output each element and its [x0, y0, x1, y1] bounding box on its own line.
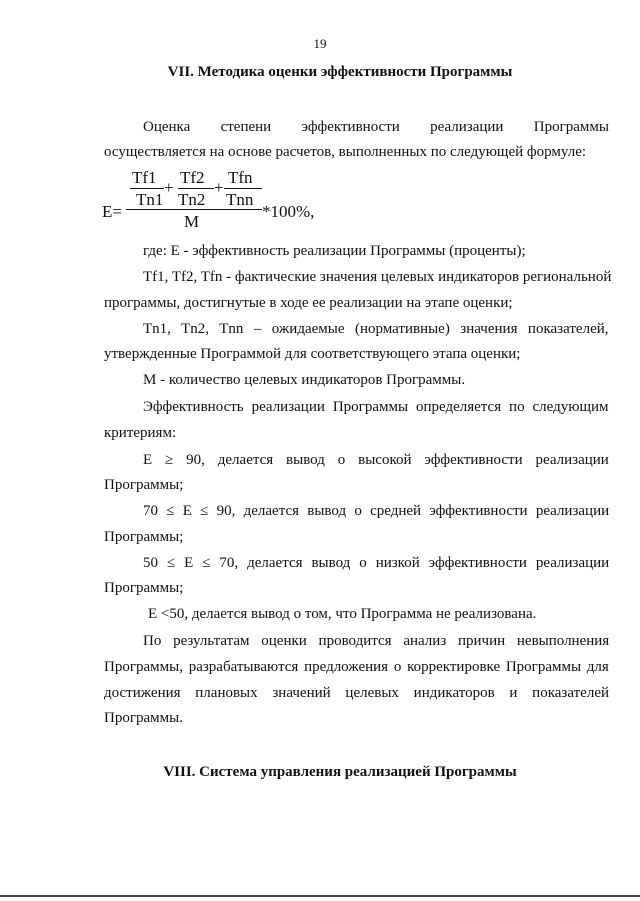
fraction-bar	[224, 188, 262, 189]
analysis-line-1: По результатам оценки проводится анализ причин невыполнения	[143, 633, 610, 649]
formula-tf2: Tf2	[180, 168, 205, 187]
formula-lhs: E=	[102, 202, 122, 221]
efficiency-formula	[100, 168, 340, 236]
tf-definition-line-2: программы, достигнутые в ходе ее реализации на этапе оценки;	[104, 295, 513, 311]
intro-word: реализации	[430, 119, 504, 135]
tn-definition-line-1: Tn1, Tn2, Tnn – ожидаемые (нормативные) значения показателей,	[143, 321, 609, 337]
analysis-line-3: достижения плановых значений целевых индикаторов и показателей	[104, 685, 609, 701]
criteria-intro-line-1: Эффективность реализации Программы определяется по следующим	[143, 399, 609, 415]
formula-tf1: Tf1	[132, 168, 157, 187]
criterion-2-line-1: 70 ≤ E ≤ 90, делается вывод о средней эффективности реализации	[143, 503, 610, 519]
formula-tn1: Tn1	[136, 190, 164, 209]
tn-definition-line-2: утвержденные Программой для соответствующего этапа оценки;	[104, 346, 521, 362]
intro-word: эффективности	[301, 119, 400, 135]
intro-line-2: осуществляется на основе расчетов, выполненных по следующей формуле:	[104, 144, 587, 160]
section-7-title: VII. Методика оценки эффективности Программы	[167, 64, 513, 80]
criterion-3-line-2: Программы;	[104, 580, 184, 596]
criterion-1-line-2: Программы;	[104, 477, 184, 493]
intro-word: Оценка	[143, 119, 191, 135]
criterion-1-line-1: E ≥ 90, делается вывод о высокой эффективности реализации	[143, 452, 609, 468]
formula-tnn: Tnn	[226, 190, 254, 209]
analysis-line-2: Программы, разрабатываются предложения о корректировке Программы для	[104, 659, 609, 675]
fraction-bar	[130, 188, 164, 189]
formula-tfn: Tfn	[228, 168, 253, 187]
page-bottom-edge	[0, 895, 640, 897]
criteria-intro-line-2: критериям:	[104, 425, 177, 441]
formula-m: M	[184, 212, 200, 231]
formula-plus: +	[214, 178, 224, 197]
main-fraction-bar	[126, 209, 262, 210]
analysis-line-4: Программы.	[104, 710, 183, 726]
criterion-3-line-1: 50 ≤ E ≤ 70, делается вывод о низкой эффективности реализации	[143, 555, 610, 571]
intro-word: степени	[220, 119, 272, 135]
intro-word: Программы	[533, 119, 609, 135]
m-definition: M - количество целевых индикаторов Программы.	[143, 372, 466, 388]
fraction-bar	[178, 188, 214, 189]
intro-line-1	[143, 118, 609, 136]
criterion-2-line-2: Программы;	[104, 529, 184, 545]
e-definition: где: E - эффективность реализации Программы (проценты);	[143, 243, 526, 259]
criterion-4: E <50, делается вывод о том, что Программа не реализована.	[148, 606, 537, 622]
formula-tn2: Tn2	[178, 190, 206, 209]
formula-suffix: *100%,	[262, 202, 315, 221]
page-number: 19	[313, 36, 327, 51]
tf-definition-line-1: Tf1, Tf2, Tfn - фактические значения целевых индикаторов региональной	[143, 269, 612, 285]
section-8-title: VIII. Система управления реализацией Программы	[163, 764, 517, 780]
formula-plus: +	[164, 178, 174, 197]
